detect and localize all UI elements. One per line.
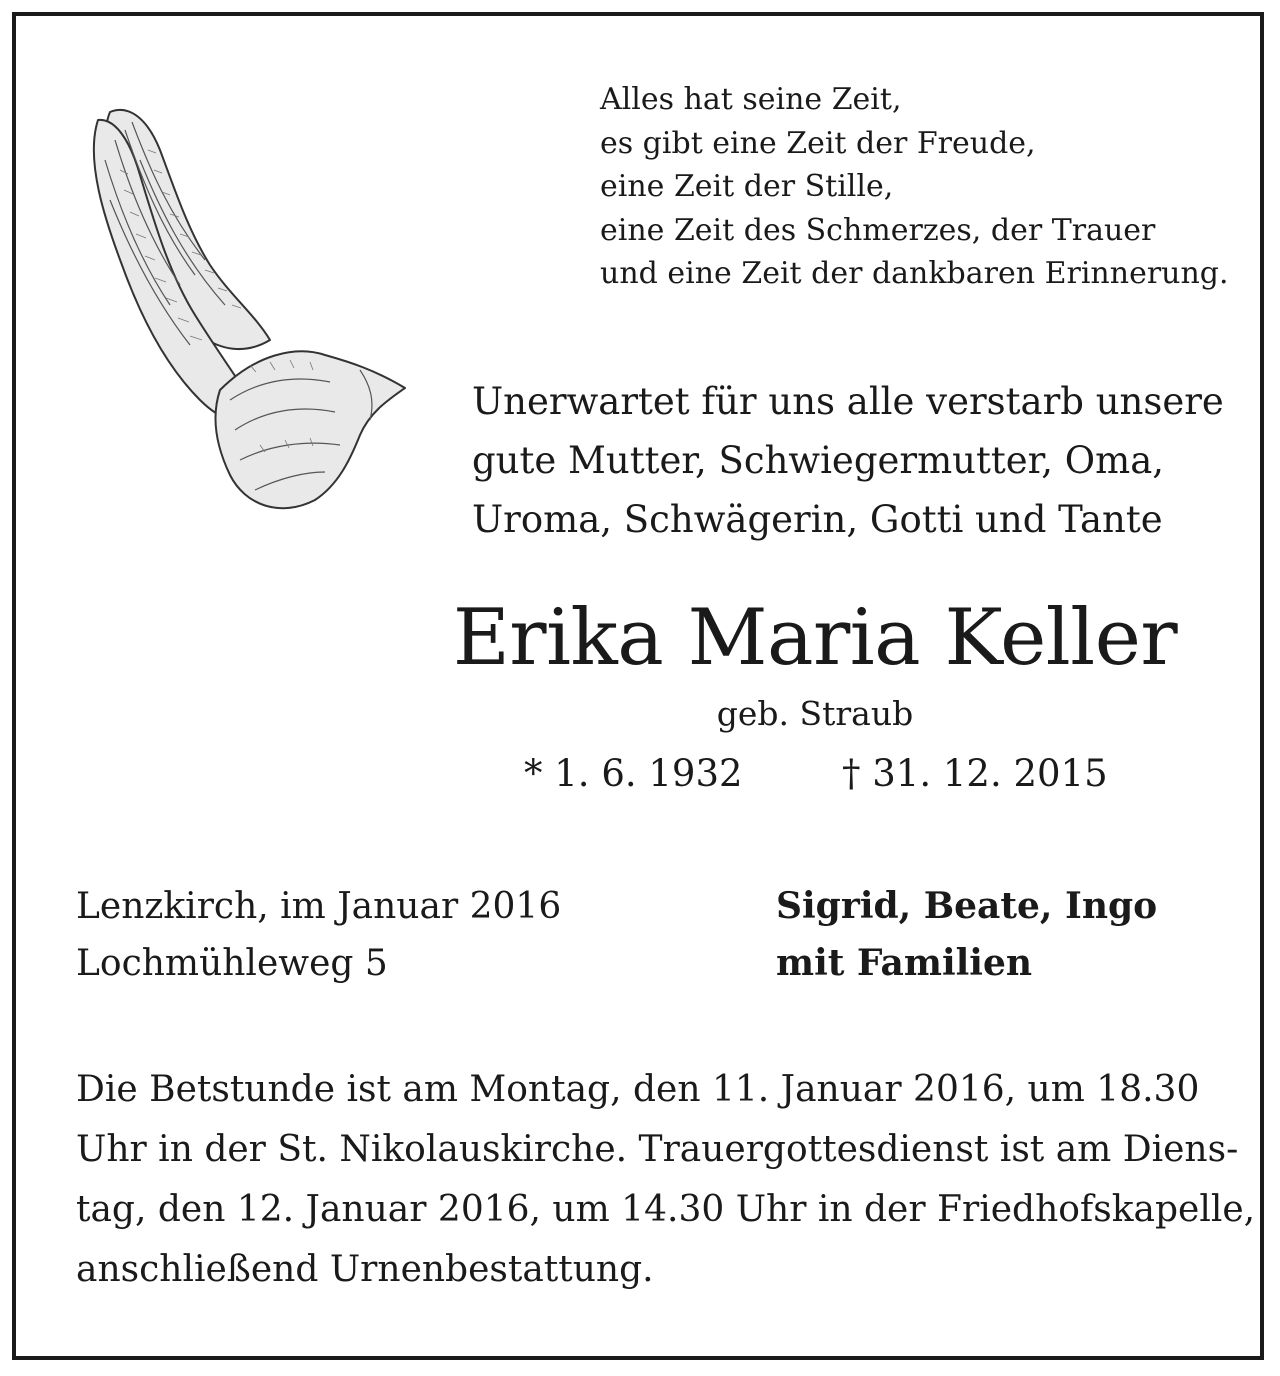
address: Lochmühleweg 5 — [76, 943, 388, 984]
intro-text — [472, 372, 1224, 549]
poem-line: es gibt eine Zeit der Freude, — [600, 125, 1036, 161]
service-line: Die Betstunde ist am Montag, den 11. Januar 2016, um 18.30 — [76, 1069, 1200, 1110]
family-suffix: mit Familien — [776, 942, 1033, 984]
service-line: Uhr in der St. Nikolauskirche. Trauergottesdienst ist am Diens- — [76, 1129, 1239, 1170]
deceased-name: Erika Maria Keller — [452, 593, 1178, 683]
family-names: Sigrid, Beate, Ingo — [776, 885, 1158, 927]
intro-line: Unerwartet für uns alle verstarb unsere — [472, 380, 1224, 423]
birth-date: * 1. 6. 1932 — [524, 752, 743, 795]
place-date: Lenzkirch, im Januar 2016 — [76, 886, 562, 927]
intro-line: Uroma, Schwägerin, Gotti und Tante — [472, 498, 1163, 541]
poem-line: Alles hat seine Zeit, — [600, 82, 902, 117]
service-line: tag, den 12. Januar 2016, um 14.30 Uhr in der Friedhofskapelle, — [76, 1189, 1256, 1230]
poem-line: eine Zeit des Schmerzes, der Trauer — [600, 212, 1156, 248]
poem-line: und eine Zeit der dankbaren Erinnerung. — [600, 256, 1229, 291]
poem — [600, 78, 1229, 296]
praying-hands-icon — [70, 100, 415, 520]
service-info — [76, 1060, 1256, 1300]
service-line: anschließend Urnenbestattung. — [76, 1249, 654, 1290]
life-dates — [420, 750, 1210, 800]
maiden-name: geb. Straub — [716, 694, 914, 733]
death-date: † 31. 12. 2015 — [842, 752, 1108, 795]
intro-line: gute Mutter, Schwiegermutter, Oma, — [472, 439, 1165, 482]
place-address — [76, 878, 561, 992]
family-signature — [776, 878, 1157, 992]
poem-line: eine Zeit der Stille, — [600, 169, 894, 204]
